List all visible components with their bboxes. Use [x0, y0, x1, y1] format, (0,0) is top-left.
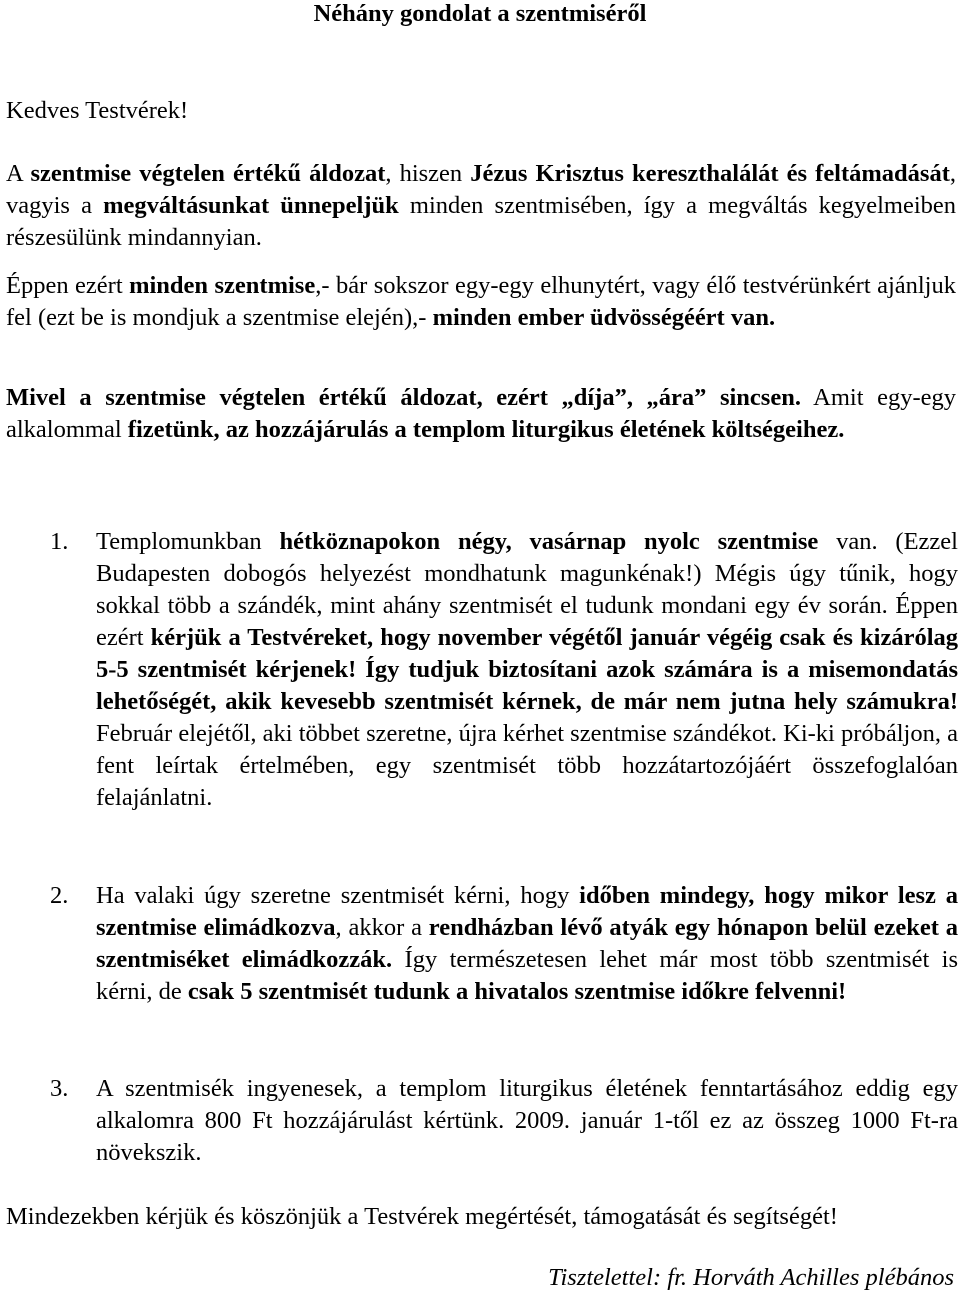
list-item-text	[96, 880, 958, 1008]
bold-text-run: Jézus Krisztus kereszthalálát és feltámadását	[470, 160, 950, 187]
bold-text-run: Mivel a szentmise végtelen értékű áldozat, ezért „díja”, „ára” sincsen.	[6, 384, 801, 411]
list-item	[0, 1073, 960, 1173]
text-run: A	[6, 160, 31, 187]
bold-text-run: hétköznapokon négy, vasárnap nyolc szentmise	[279, 528, 819, 555]
text-run: Így természetesen lehet már most több szentmisét is kérni, de	[96, 946, 958, 1005]
text-run: van. (Ezzel Budapesten dobogós helyezést mondhatunk magunkénak!) Mégis úgy tűnik, hogy sokkal több a szándék, mint ahány szentmisét el tudunk mondani egy év során. Éppen ezért	[96, 528, 958, 651]
text-run: , akkor a	[335, 914, 429, 941]
bold-text-run: rendházban lévő atyák egy hónapon belül ezeket a szentmiséket elimádkozzák.	[96, 914, 958, 973]
text-run: A szentmisék ingyenesek, a templom liturgikus életének fenntartásához eddig egy alkalomra 800 Ft hozzájárulást kértünk. 2009. január 1-től ez az összeg 1000 Ft-ra növekszik.	[96, 1075, 958, 1166]
bold-text-run: időben mindegy, hogy mikor lesz a szentmise elimádkozva	[96, 882, 958, 941]
greeting: Kedves Testvérek!	[6, 97, 189, 124]
bold-text-run: megváltásunkat ünnepeljük	[103, 192, 399, 219]
closing-sentence: Mindezekben kérjük és köszönjük a Testvérek megértését, támogatását és segítségét!	[6, 1203, 838, 1230]
paragraph-intro	[6, 158, 956, 254]
bold-text-run: minden ember üdvösségéért van.	[432, 304, 776, 331]
list-item-number: 3.	[50, 1075, 69, 1102]
bold-text-run: kérjük a Testvéreket, hogy november végétől január végéig csak és kizárólag 5-5 szentmisét kérjenek! Így tudjuk biztosítani azok számára is a misemondatás lehetőségét, akik kevesebb szentmisét kérnek, de már nem jutna hely számukra!	[96, 624, 958, 715]
text-run: Templomunkban	[96, 528, 280, 555]
document-title: Néhány gondolat a szentmiséről	[313, 0, 647, 27]
text-run: , vagyis a	[6, 160, 957, 219]
text-run: Február elejétől, aki többet szeretne, újra kérhet szentmise szándékot. Ki-ki próbáljon, a fent leírtak értelmében, egy szentmisét több hozzátartozójáért összefoglalóan felajánlatni.	[96, 720, 958, 811]
list-item	[0, 526, 960, 850]
list-item-number: 1.	[50, 528, 69, 555]
list-item	[0, 880, 960, 1040]
signature: Tisztelettel: fr. Horváth Achilles plébános	[548, 1264, 954, 1291]
bold-text-run: minden szentmise	[129, 272, 316, 299]
text-run: ,- bár sokszor egy-egy elhunytért, vagy élő testvérünkért ajánljuk fel (ezt be is mondjuk a szentmise elején),-	[6, 272, 956, 331]
text-run: minden szentmisében, így a megváltás kegyelmeiben részesülünk mindannyian.	[6, 192, 957, 251]
paragraph-no-price	[6, 382, 956, 446]
text-run: , hiszen	[385, 160, 471, 187]
bold-text-run: fizetünk, az hozzájárulás a templom liturgikus életének költségeihez.	[127, 416, 845, 443]
list-item-number: 2.	[50, 882, 69, 909]
text-run: Ha valaki úgy szeretne szentmisét kérni, hogy	[96, 882, 580, 909]
list-item-text	[96, 1073, 958, 1169]
list-item-text	[96, 526, 958, 814]
text-run: Éppen ezért	[6, 272, 130, 299]
text-run: Amit egy-egy alkalommal	[6, 384, 956, 443]
bold-text-run: szentmise végtelen értékű áldozat	[30, 160, 386, 187]
bold-text-run: csak 5 szentmisét tudunk a hivatalos szentmise időkre felvenni!	[187, 978, 847, 1005]
paragraph-every-mass	[6, 270, 956, 334]
